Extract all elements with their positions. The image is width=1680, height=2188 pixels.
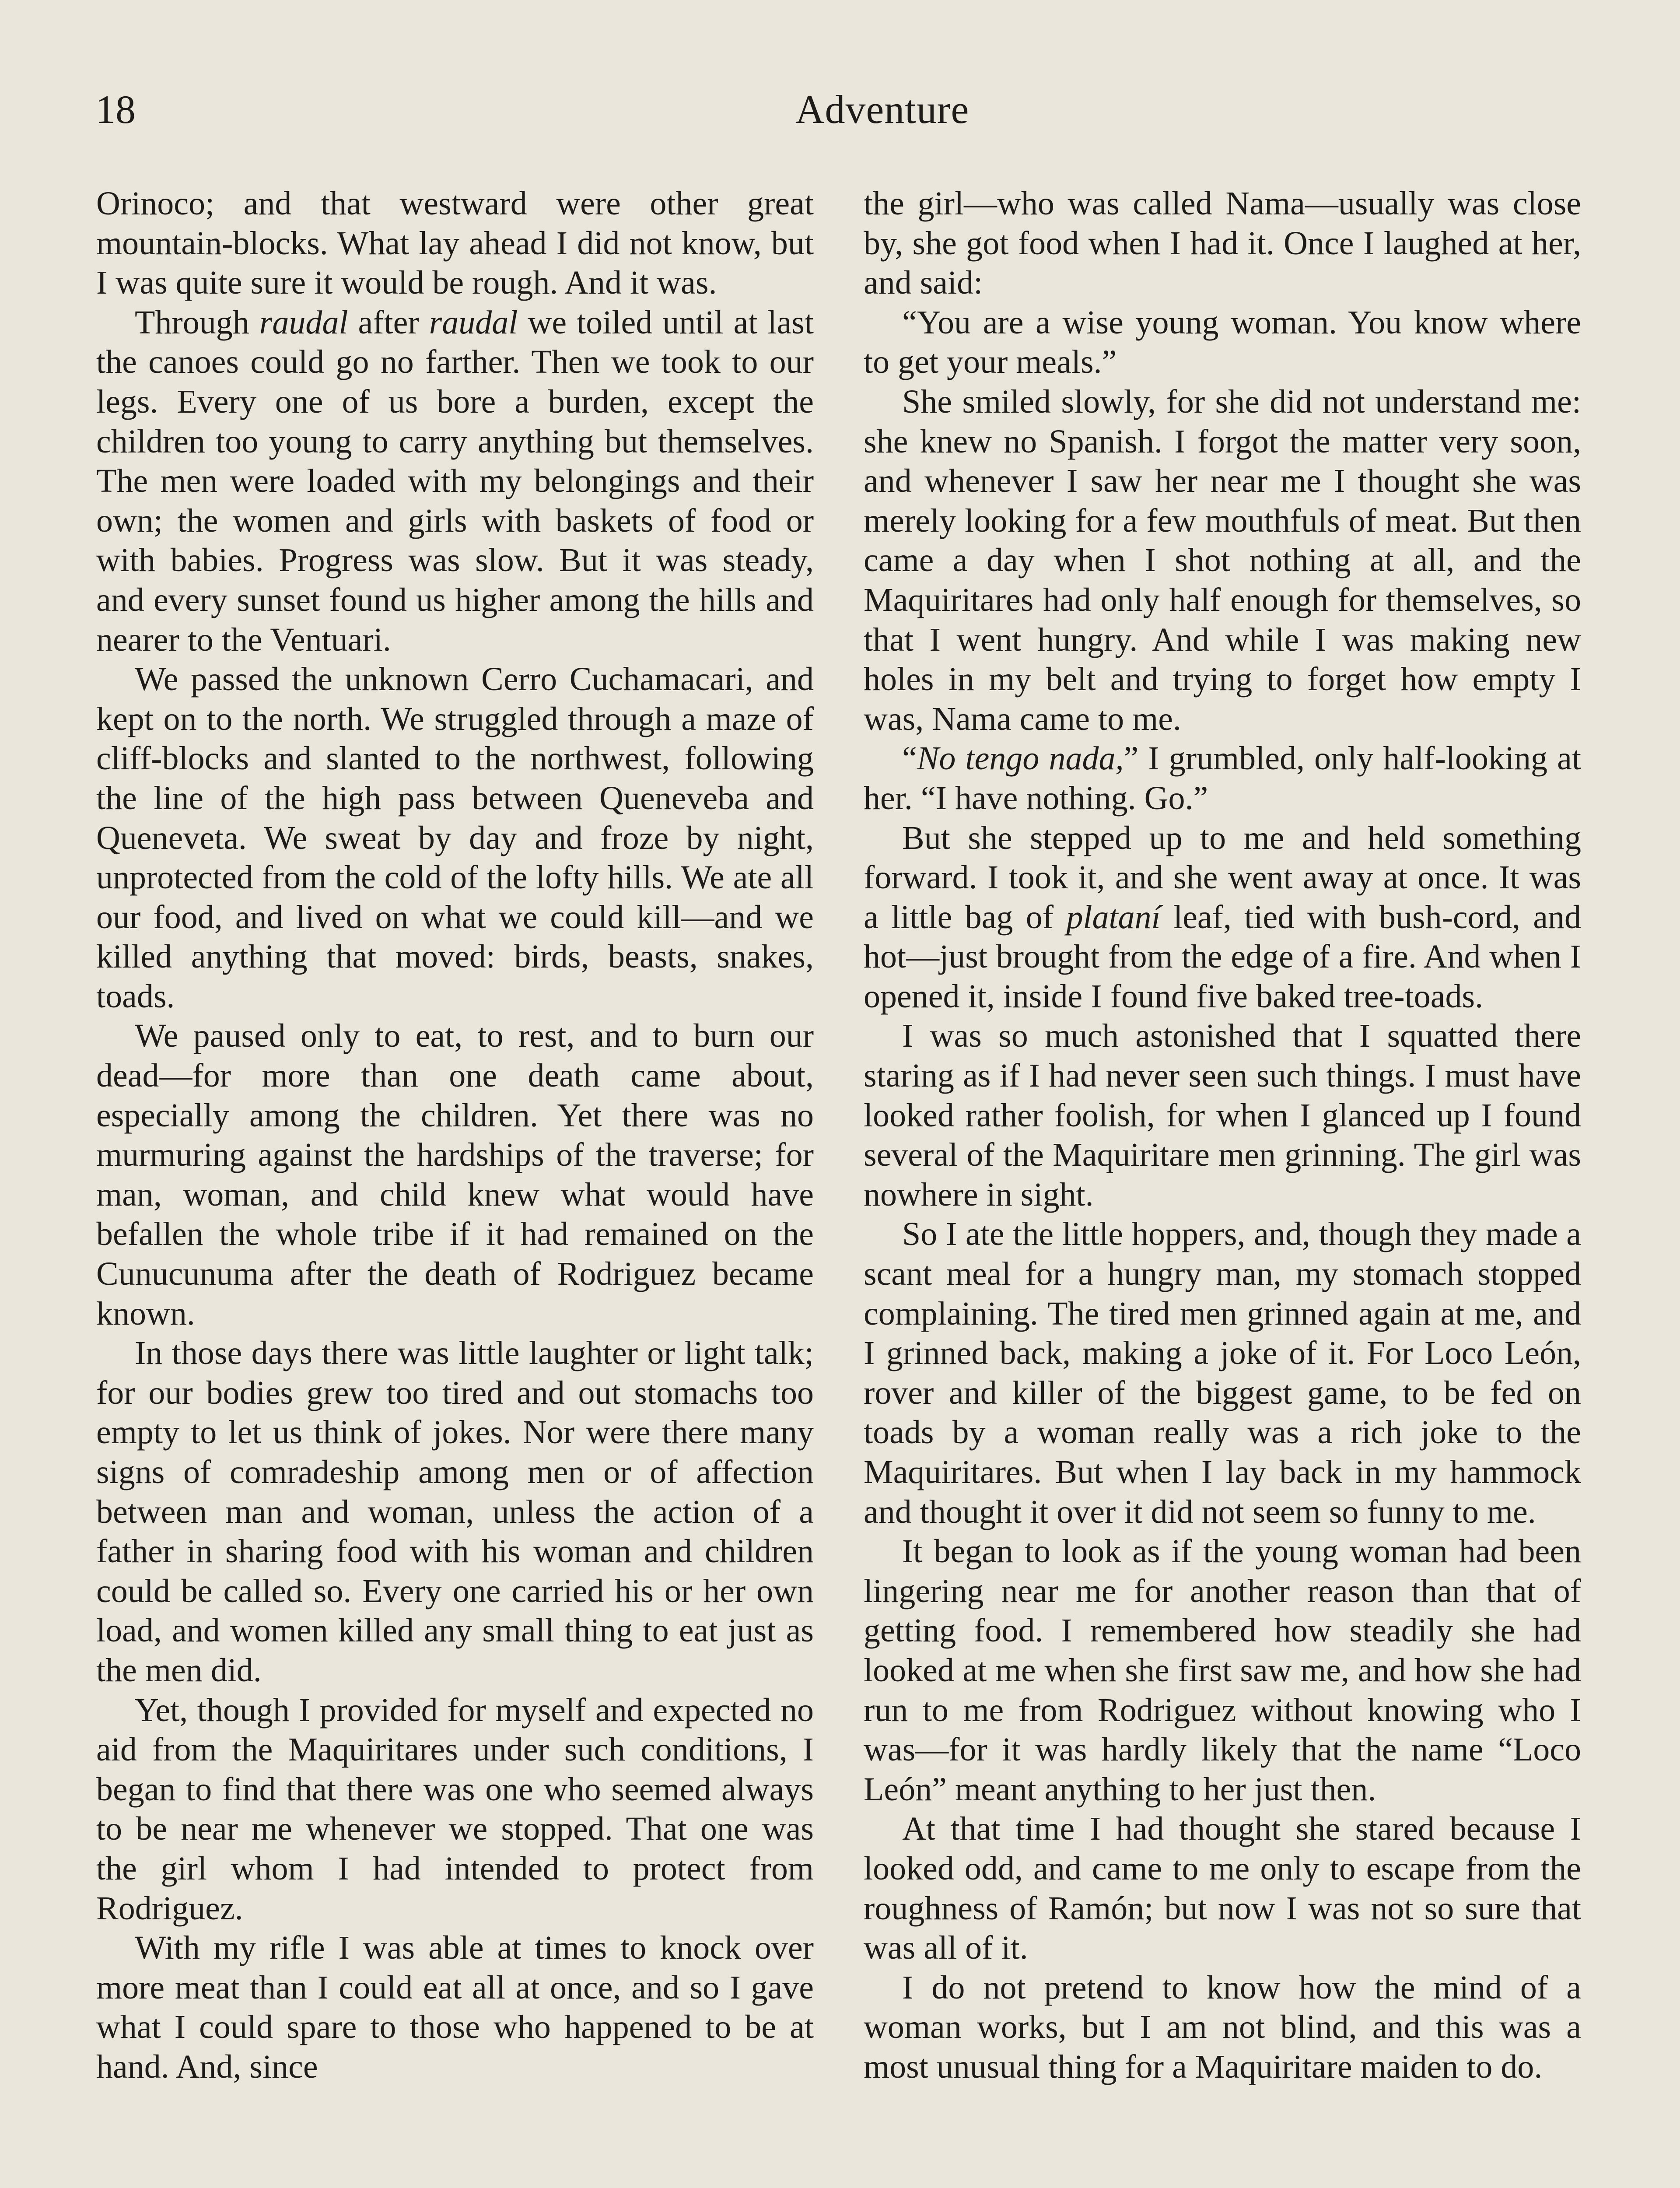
paragraph: In those days there was little laughter or light talk; for our bodies grew too tired and out stomachs too empty to let us think of jokes. Nor were there many signs of comradeship among men or of affection between man and woman, unless the action of a father in sharing food with his woman and children could be called so. Every one carried his or her own load, and women killed any small thing to eat just as the men did.: [96, 1335, 814, 1689]
paragraph: “You are a wise young woman. You know where to get your meals.”: [864, 304, 1581, 381]
paragraph: Yet, though I provided for myself and expected no aid from the Maquiritares under such conditions, I began to find that there was one who seemed always to be near me whenever we stopped. That one was the girl whom I had intended to protect from Rodriguez.: [96, 1691, 814, 1927]
paragraph: But she stepped up to me and held something forward. I took it, and she went away at once. It was a little bag of plataní leaf, tied with bush-cord, and hot—just brought from the edge of a fire. And when I opened it, inside I found five baked tree-toads.: [864, 819, 1581, 1015]
right-text-column: [864, 184, 1581, 2188]
paragraph: She smiled slowly, for she did not understand me: she knew no Spanish. I forgot the matter very soon, and whenever I saw her near me I thought she was merely looking for a few mouthfuls of meat. But then came a day when I shot nothing at all, and the Maquiritares had only half enough for themselves, so that I went hungry. And while I was making new holes in my belt and trying to forget how empty I was, Nama came to me.: [864, 383, 1581, 737]
paragraph: the girl—who was called Nama—usually was close by, she got food when I had it. Once I laughed at her, and said:: [864, 185, 1581, 302]
paragraph: “No tengo nada,” I grumbled, only half-looking at her. “I have nothing. Go.”: [864, 740, 1581, 817]
paragraph: With my rifle I was able at times to knock over more meat than I could eat all at once, and so I gave what I could spare to those who happened to be at hand. And, since: [96, 1929, 814, 2085]
paragraph: We passed the unknown Cerro Cuchamacari, and kept on to the north. We struggled through a maze of cliff-blocks and slanted to the northwest, following the line of the high pass between Queneveba and Queneveta. We sweat by day and froze by night, unprotected from the cold of the lofty hills. We ate all our food, and lived on what we could kill—and we killed anything that moved: birds, beasts, snakes, toads.: [96, 661, 814, 1015]
left-text-column: [96, 184, 814, 2188]
paragraph: It began to look as if the young woman had been lingering near me for another reason than that of getting food. I remembered how steadily she had looked at me when she first saw me, and how she had run to me from Rodriguez without knowing who I was—for it was hardly likely that the name “Loco León” meant anything to her just then.: [864, 1533, 1581, 1808]
paragraph: Orinoco; and that westward were other great mountain-blocks. What lay ahead I did not know, but I was quite sure it would be rough. And it was.: [96, 185, 814, 302]
paragraph: Through raudal after raudal we toiled until at last the canoes could go no farther. Then we took to our legs. Every one of us bore a burden, except the children too young to carry anything but themselves. The men were loaded with my belongings and their own; the women and girls with baskets of food or with babies. Progress was slow. But it was steady, and every sunset found us higher among the hills and nearer to the Ventuari.: [96, 304, 814, 658]
running-title: Adventure: [795, 87, 970, 132]
page-header: [95, 83, 1583, 144]
paragraph: We paused only to eat, to rest, and to burn our dead—for more than one death came about, especially among the children. Yet there was no murmuring against the hardships of the traverse; for man, woman, and child knew what would have befallen the whole tribe if it had remained on the Cunucunuma after the death of Rodriguez became known.: [96, 1017, 814, 1332]
paragraph: So I ate the little hoppers, and, though they made a scant meal for a hungry man, my stomach stopped complaining. The tired men grinned again at me, and I grinned back, making a joke of it. For Loco León, rover and killer of the biggest game, to be fed on toads by a woman really was a rich joke to the Maquiritares. But when I lay back in my hammock and thought it over it did not seem so funny to me.: [864, 1216, 1581, 1530]
paragraph: I was so much astonished that I squatted there staring as if I had never seen such things. I must have looked rather foolish, for when I glanced up I found several of the Maquiritare men grinning. The girl was nowhere in sight.: [864, 1017, 1581, 1213]
page-number: 18: [95, 87, 136, 132]
paragraph: At that time I had thought she stared because I looked odd, and came to me only to escape from the roughness of Ramón; but now I was not so sure that was all of it.: [864, 1810, 1581, 1967]
paragraph: I do not pretend to know how the mind of a woman works, but I am not blind, and this was a most unusual thing for a Maquiritare maiden to do.: [864, 1969, 1581, 2085]
